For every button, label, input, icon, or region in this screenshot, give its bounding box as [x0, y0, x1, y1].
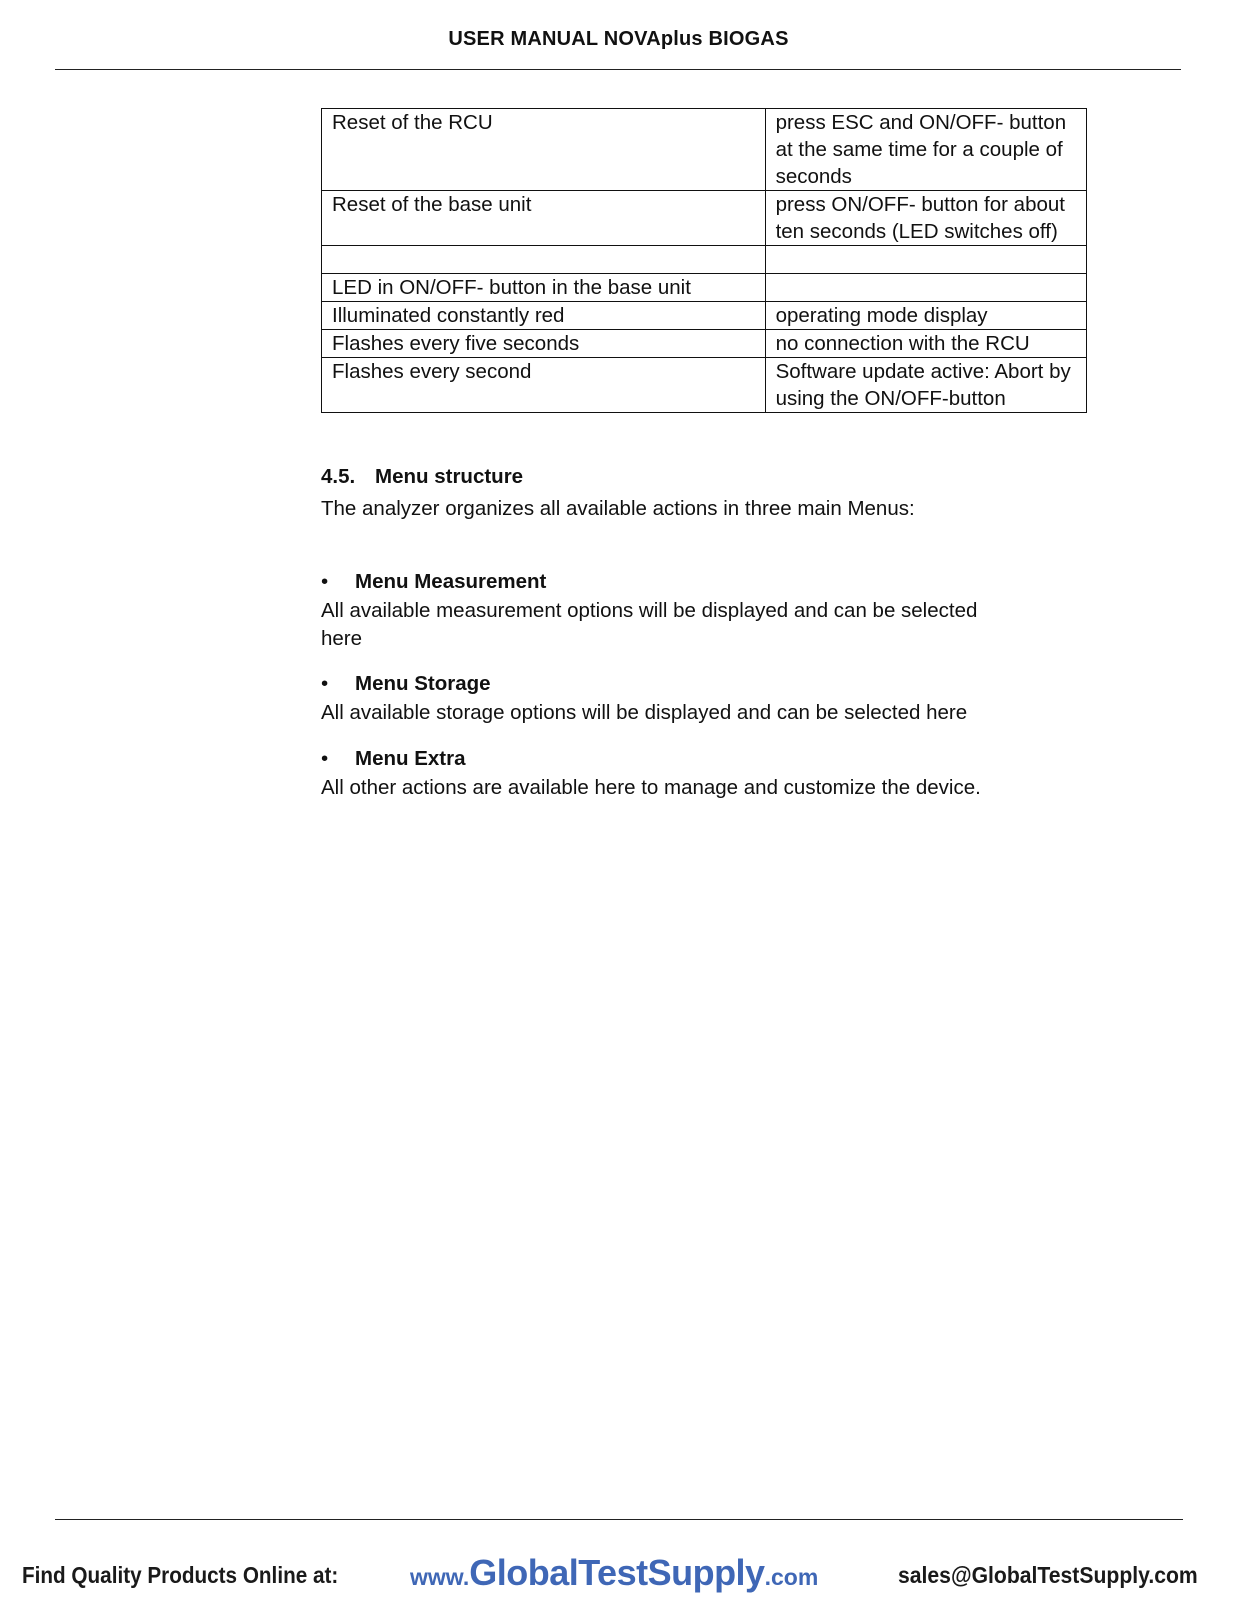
- footer-divider: [55, 1519, 1183, 1520]
- table-row: [322, 191, 1087, 246]
- site-prefix: www.: [410, 1564, 470, 1590]
- table-cell-label: [322, 246, 766, 274]
- table-cell-label: Illuminated constantly red: [322, 302, 766, 330]
- section-intro: The analyzer organizes all available actions in three main Menus:: [321, 497, 915, 520]
- page-header-title: USER MANUAL NOVAplus BIOGAS: [448, 28, 789, 50]
- footer-website-link[interactable]: [410, 1552, 818, 1594]
- menu-title: Menu Extra: [355, 747, 466, 770]
- menu-measurement-text: All available measurement options will be displayed and can be selected here: [321, 599, 978, 650]
- table-cell-label: Flashes every five seconds: [322, 330, 766, 358]
- table-cell-label: Reset of the base unit: [322, 191, 766, 246]
- table-cell-value: press ON/OFF- button for about ten seconds (LED switches off): [765, 191, 1086, 246]
- site-suffix: .com: [764, 1564, 819, 1590]
- table-row: [322, 358, 1087, 413]
- table-row: [322, 274, 1087, 302]
- bullet-icon: •: [321, 672, 329, 695]
- section-title: Menu structure: [375, 465, 524, 488]
- table-cell-label: LED in ON/OFF- button in the base unit: [322, 274, 766, 302]
- menu-extra-heading: [321, 747, 466, 771]
- table-cell-value: Software update active: Abort by using the ON/OFF-button: [765, 358, 1086, 413]
- table-row: [322, 246, 1087, 274]
- footer-find-text: Find Quality Products Online at:: [22, 1562, 339, 1588]
- table-cell-label: Reset of the RCU: [322, 109, 766, 191]
- menu-extra-text: All other actions are available here to manage and customize the device.: [321, 776, 981, 799]
- menu-storage-heading: [321, 672, 491, 696]
- table-cell-value: [765, 274, 1086, 302]
- table-cell-value: operating mode display: [765, 302, 1086, 330]
- table-cell-value: press ESC and ON/OFF- button at the same time for a couple of seconds: [765, 109, 1086, 191]
- bullet-icon: •: [321, 570, 329, 593]
- menu-measurement-heading: [321, 570, 546, 594]
- table-cell-value: [765, 246, 1086, 274]
- table-row: [322, 302, 1087, 330]
- table-row: [322, 109, 1087, 191]
- menu-title: Menu Storage: [355, 672, 491, 695]
- header-divider: [55, 69, 1181, 70]
- site-brand: GlobalTestSupply: [469, 1552, 765, 1593]
- menu-title: Menu Measurement: [355, 570, 547, 593]
- reset-led-table: [321, 108, 1087, 413]
- footer-email-link[interactable]: sales@GlobalTestSupply.com: [898, 1562, 1198, 1588]
- page-footer: [0, 1552, 1237, 1596]
- table-cell-label: Flashes every second: [322, 358, 766, 413]
- table-row: [322, 330, 1087, 358]
- section-number: 4.5.: [321, 465, 356, 488]
- table-cell-value: no connection with the RCU: [765, 330, 1086, 358]
- section-heading: [321, 465, 523, 489]
- bullet-icon: •: [321, 747, 329, 770]
- menu-storage-text: All available storage options will be displayed and can be selected here: [321, 701, 968, 724]
